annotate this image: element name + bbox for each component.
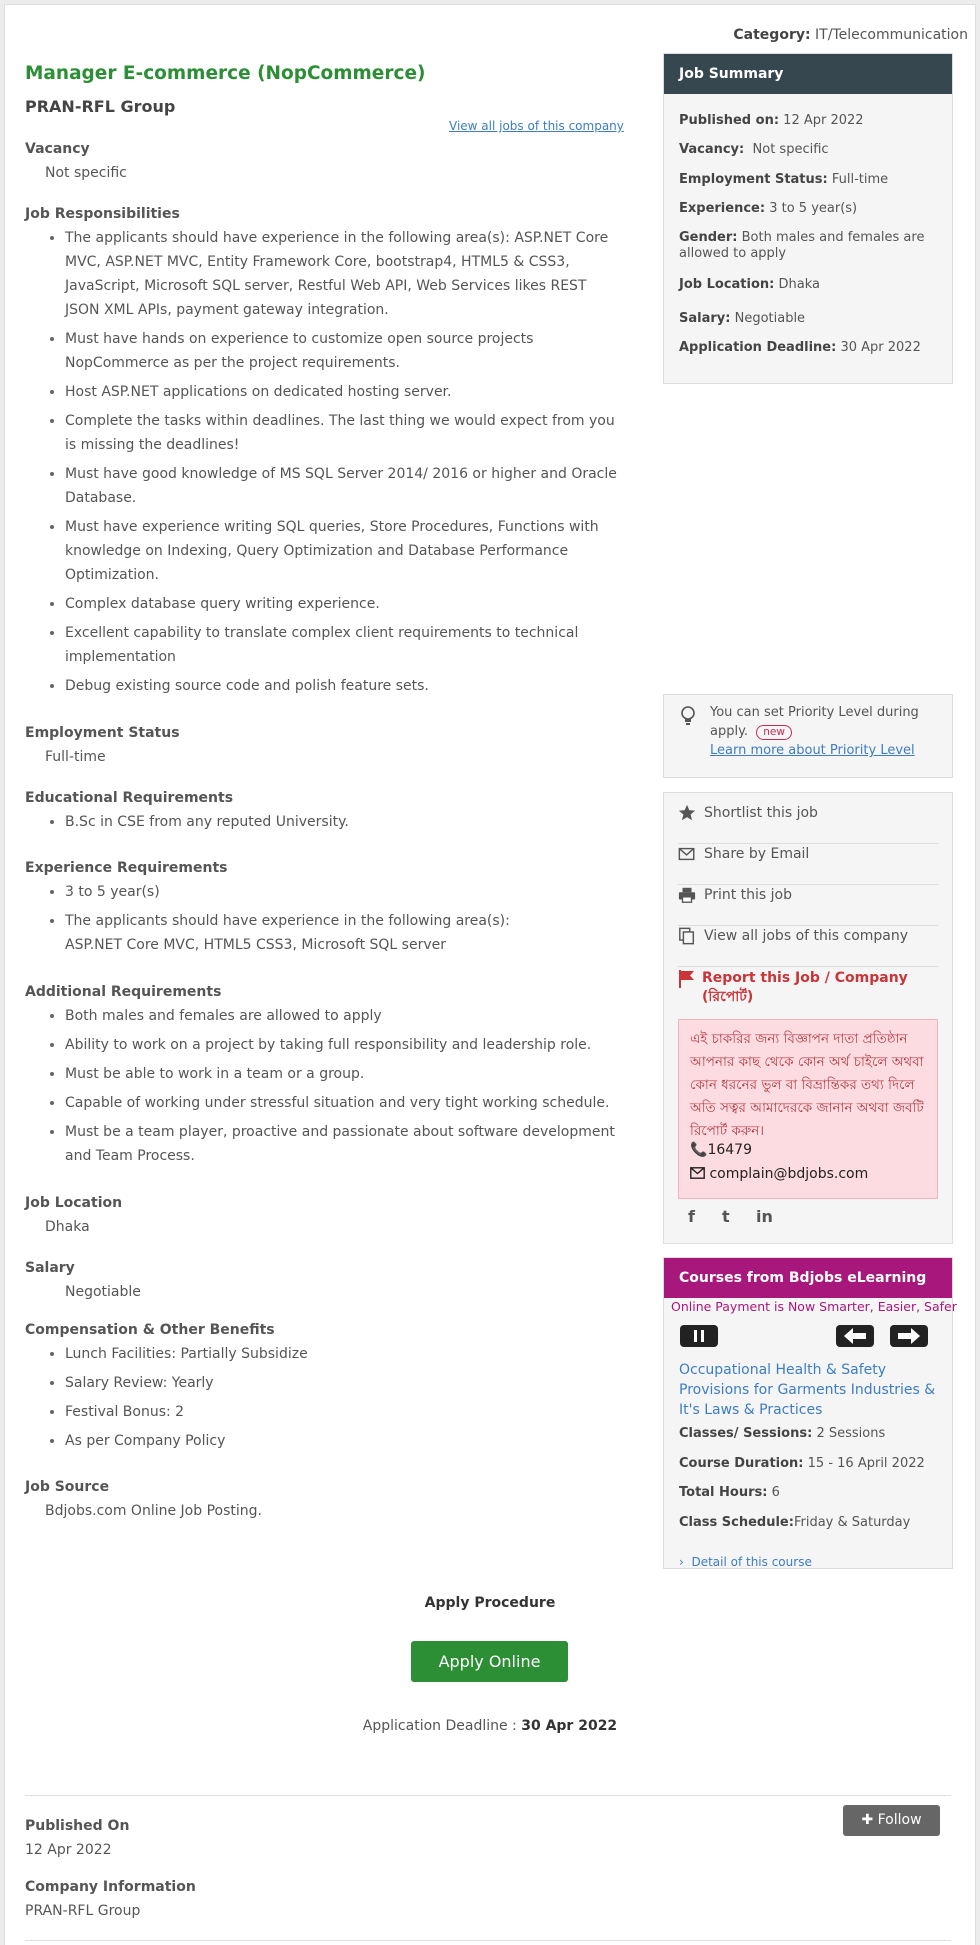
responsibilities-list xyxy=(25,226,625,698)
divider xyxy=(25,1795,951,1796)
linkedin-icon[interactable]: in xyxy=(756,1207,773,1226)
course-row: Classes/ Sessions: 2 Sessions xyxy=(679,1426,886,1441)
list-item: • As per Company Policy xyxy=(65,1429,625,1453)
facebook-icon[interactable]: f xyxy=(688,1207,695,1226)
job-summary-heading: Job Summary xyxy=(664,54,952,94)
list-item: • Both males and females are allowed to apply xyxy=(65,1004,625,1028)
envelope-icon xyxy=(678,844,696,864)
list-item: • Lunch Facilities: Partially Subsidize xyxy=(65,1342,625,1366)
next-course-button[interactable] xyxy=(890,1325,928,1347)
print-job-button[interactable] xyxy=(678,885,938,926)
application-deadline: Application Deadline : 30 Apr 2022 xyxy=(362,1718,618,1734)
employment-status-section xyxy=(25,725,625,765)
section-value: Full-time xyxy=(45,749,106,765)
warning-text: এই চাকরির জন্য বিজ্ঞাপন দাতা প্রতিষ্ঠান আপনার কাছ থেকে কোন অর্থ চাইলে অথবা কোন ধরনের ভুল বা বিভ্রান্তিকর তথ্য দিলে অতি সত্বর আমাদেরকে জানান অথবা জবটি রিপোর্ট করুন। xyxy=(690,1031,924,1139)
course-title-link[interactable]: Occupational Health & Safety Provisions for Garments Industries & It's Laws & Practices xyxy=(679,1362,936,1418)
responsibilities-section xyxy=(25,206,625,703)
section-heading: Job Responsibilities xyxy=(25,206,180,222)
list-item xyxy=(65,909,625,957)
view-all-jobs-button[interactable] xyxy=(678,926,938,967)
list-item: • Ability to work on a project by taking full responsibility and leadership role. xyxy=(65,1033,625,1057)
benefits-section xyxy=(25,1322,625,1458)
company-information-value: PRAN-RFL Group xyxy=(25,1903,141,1919)
list-item: • Festival Bonus: 2 xyxy=(65,1400,625,1424)
benefits-list xyxy=(25,1342,625,1453)
section-value: Dhaka xyxy=(45,1219,90,1235)
section-heading: Educational Requirements xyxy=(25,790,234,806)
course-row: Total Hours: 6 xyxy=(679,1485,780,1500)
arrow-right-icon xyxy=(890,1325,928,1347)
section-heading: Salary xyxy=(25,1260,75,1276)
follow-button[interactable]: ✚ Follow xyxy=(843,1805,940,1836)
complaint-email xyxy=(690,1166,868,1182)
section-value: Not specific xyxy=(45,165,127,181)
vacancy-section xyxy=(25,141,625,181)
job-title: Manager E-commerce (NopCommerce) xyxy=(25,63,426,84)
published-on-value: 12 Apr 2022 xyxy=(25,1842,112,1858)
envelope-icon xyxy=(690,1167,705,1179)
summary-row: Job Location: Dhaka xyxy=(679,277,820,292)
action-label: View all jobs of this company xyxy=(704,928,909,944)
summary-row: Vacancy: Not specific xyxy=(679,142,829,157)
priority-text-block xyxy=(710,703,940,760)
summary-row: Experience: 3 to 5 year(s) xyxy=(679,201,858,216)
source-section xyxy=(25,1479,625,1519)
complaint-phone xyxy=(690,1142,752,1158)
section-heading: Experience Requirements xyxy=(25,860,228,876)
job-summary-panel xyxy=(663,53,953,384)
flag-icon xyxy=(678,969,696,989)
payment-marquee: Online Payment is Now Smarter, Easier, Safer xyxy=(671,1299,957,1314)
section-heading: Job Location xyxy=(25,1195,123,1211)
section-heading: Job Source xyxy=(25,1479,110,1495)
course-row: Course Duration: 15 - 16 April 2022 xyxy=(679,1456,925,1471)
section-value: Bdjobs.com Online Job Posting. xyxy=(45,1503,262,1519)
list-item: • The applicants should have experience in the following area(s): ASP.NET Core MVC, ASP.NET MVC, Entity Framework Core, bootstrap4, HTML5 & CSS3, JavaScript, Microsoft SQL server, Restful Web API, Web Services likes REST JSON XML APIs, payment gateway integration. xyxy=(65,226,625,322)
section-heading: Compensation & Other Benefits xyxy=(25,1322,275,1338)
list-item: • Host ASP.NET applications on dedicated hosting server. xyxy=(65,380,625,404)
section-heading: Additional Requirements xyxy=(25,984,222,1000)
twitter-icon[interactable]: t xyxy=(722,1207,730,1226)
additional-section xyxy=(25,984,625,1173)
fraud-warning-box xyxy=(678,1019,938,1199)
pause-icon xyxy=(680,1325,718,1347)
job-details-page xyxy=(4,4,976,1945)
list-item: • Must be a team player, proactive and passionate about software development and Team Process. xyxy=(65,1120,625,1168)
additional-list xyxy=(25,1004,625,1168)
list-item: • Must have good knowledge of MS SQL Server 2014/ 2016 or higher and Oracle Database. xyxy=(65,462,625,510)
experience-section xyxy=(25,860,625,962)
summary-row: Employment Status: Full-time xyxy=(679,172,889,187)
action-label: Share by Email xyxy=(704,846,810,862)
share-email-button[interactable] xyxy=(678,844,938,885)
phone-number: 16479 xyxy=(707,1142,752,1158)
summary-row: Salary: Negotiable xyxy=(679,311,806,326)
courses-panel xyxy=(663,1257,957,1569)
pause-button[interactable] xyxy=(680,1325,718,1347)
education-section xyxy=(25,790,625,839)
list-item: • Debug existing source code and polish feature sets. xyxy=(65,674,625,698)
arrow-left-icon xyxy=(836,1325,874,1347)
view-all-jobs-link[interactable]: View all jobs of this company xyxy=(449,119,624,133)
list-item: • Salary Review: Yearly xyxy=(65,1371,625,1395)
action-label: Print this job xyxy=(704,887,792,903)
printer-icon xyxy=(678,885,696,905)
list-item: • Must be able to work in a team or a group. xyxy=(65,1062,625,1086)
plus-icon: ✚ xyxy=(861,1812,874,1828)
lightbulb-icon xyxy=(680,705,696,727)
list-item: • Must have hands on experience to customize open source projects NopCommerce as per the project requirements. xyxy=(65,327,625,375)
experience-line: The applicants should have experience in the following area(s): xyxy=(65,913,510,929)
phone-icon: 📞 xyxy=(690,1142,708,1158)
action-label: Shortlist this job xyxy=(704,805,818,821)
summary-row: Gender: Both males and females are allowed to apply xyxy=(679,230,925,261)
report-label: Report this Job / Company (রিপোর্ট) xyxy=(702,970,908,1005)
list-item: • Must have experience writing SQL queries, Store Procedures, Functions with knowledge on Indexing, Query Optimization and Database Performance Optimization. xyxy=(65,515,625,587)
company-name: PRAN-RFL Group xyxy=(25,97,176,116)
copy-icon xyxy=(678,926,696,946)
list-item: • Excellent capability to translate complex client requirements to technical implementation xyxy=(65,621,625,669)
experience-list xyxy=(25,880,625,957)
published-on-heading: Published On xyxy=(25,1818,130,1834)
priority-text: You can set Priority Level during apply. xyxy=(710,705,919,739)
chevron-right-icon: › xyxy=(679,1555,684,1569)
summary-row: Published on: 12 Apr 2022 xyxy=(679,113,864,128)
course-detail-link[interactable]: › Detail of this course xyxy=(679,1555,812,1569)
job-actions-panel xyxy=(663,792,953,1244)
divider xyxy=(25,1940,951,1941)
course-row: Class Schedule:Friday & Saturday xyxy=(679,1515,911,1530)
list-item: • 3 to 5 year(s) xyxy=(65,880,625,904)
section-value: Negotiable xyxy=(65,1284,141,1300)
apply-procedure-heading: Apply Procedure xyxy=(424,1595,556,1611)
priority-level-box xyxy=(663,694,953,778)
courses-heading: Courses from Bdjobs eLearning xyxy=(664,1258,952,1298)
social-share xyxy=(678,1207,798,1227)
previous-course-button[interactable] xyxy=(836,1325,874,1347)
apply-online-button[interactable]: Apply Online xyxy=(411,1641,568,1682)
section-heading: Vacancy xyxy=(25,141,90,157)
learn-priority-link[interactable]: Learn more about Priority Level xyxy=(710,743,915,758)
email-address: complain@bdjobs.com xyxy=(709,1166,869,1182)
list-item: • B.Sc in CSE from any reputed University. xyxy=(65,810,625,834)
location-section xyxy=(25,1195,625,1235)
summary-row: Application Deadline: 30 Apr 2022 xyxy=(679,340,921,355)
shortlist-job-button[interactable] xyxy=(678,803,938,844)
experience-line: ASP.NET Core MVC, HTML5 CSS3, Microsoft SQL server xyxy=(65,937,446,953)
list-item: • Capable of working under stressful situation and very tight working schedule. xyxy=(65,1091,625,1115)
section-heading: Employment Status xyxy=(25,725,180,741)
list-item: • Complete the tasks within deadlines. The last thing we would expect from you is missing the deadlines! xyxy=(65,409,625,457)
list-item: • Complex database query writing experience. xyxy=(65,592,625,616)
company-information-heading: Company Information xyxy=(25,1879,196,1895)
job-category: Category: IT/Telecommunication xyxy=(733,27,968,43)
star-icon xyxy=(678,803,696,823)
education-list xyxy=(25,810,625,834)
salary-section xyxy=(25,1260,625,1300)
new-badge: new xyxy=(756,725,792,740)
